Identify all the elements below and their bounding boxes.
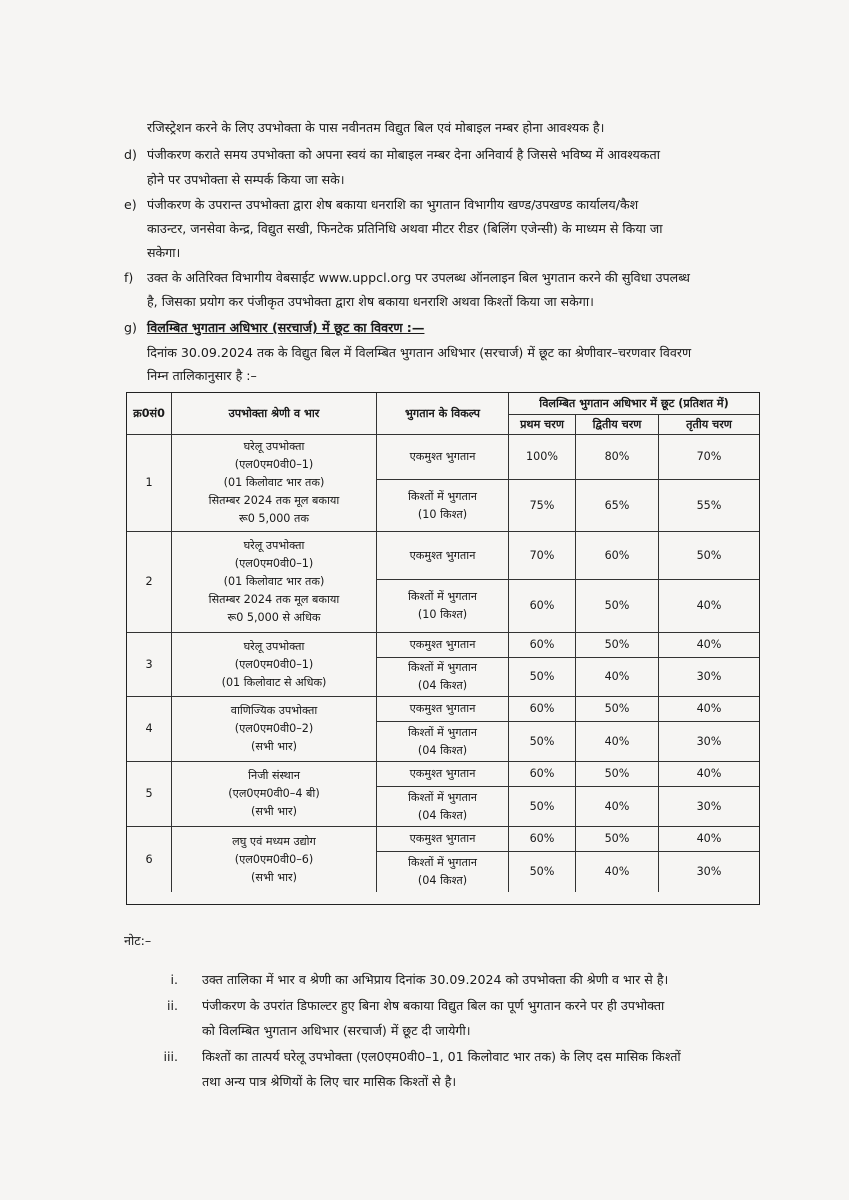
row-phase-2-value: 40% (576, 787, 659, 827)
item-e-line-2: काउन्टर, जनसेवा केन्द्र, विद्युत सखी, फिनटेक प्रतिनिधि अथवा मीटर रीडर (बिलिंग एजेन्सी) के माध्यम से किया जा (147, 221, 663, 236)
note-i-marker: i. (170, 972, 178, 987)
row-phase-2-value: 65% (576, 480, 659, 532)
row-phase-1-value: 60% (509, 827, 576, 852)
row-payment-option: किश्तों में भुगतान (04 किश्त) (377, 787, 509, 827)
header-payment-option: भुगतान के विकल्प (377, 393, 509, 435)
row-phase-3-value: 30% (659, 658, 759, 697)
row-phase-3-value: 30% (696, 865, 722, 878)
row-phase-2-value: 50% (576, 697, 659, 722)
item-g-line-2: निम्न तालिकानुसार है :– (147, 368, 257, 383)
row-phase-1-value: 50% (509, 852, 576, 892)
row-phase-2-value: 60% (576, 532, 659, 580)
row-sno: 6 (127, 827, 172, 892)
note-ii-line-1: पंजीकरण के उपरांत डिफाल्टर हुए बिना शेष बकाया विद्युत बिल का पूर्ण भुगतान करने पर ही उपभोक्ता (202, 998, 665, 1013)
row-sno: 1 (127, 435, 172, 532)
item-e-marker: e) (124, 197, 137, 212)
row-category: घरेलू उपभोक्ता (एल0एम0वी0–1) (01 किलोवाट भार तक) सितम्बर 2024 तक मूल बकाया रू0 5,000 तक (172, 435, 377, 532)
header-phase-2: द्वितीय चरण (576, 415, 659, 435)
row-category: घरेलू उपभोक्ता (एल0एम0वी0–1) (01 किलोवाट से अधिक) (172, 633, 377, 697)
row-phase-3-value: 30% (659, 787, 759, 827)
row-payment-option: किश्तों में भुगतान (10 किश्त) (377, 580, 509, 633)
row-phase-2-value: 40% (576, 658, 659, 697)
row-phase-3-value: 40% (659, 633, 759, 658)
row-phase-1-value: 50% (509, 787, 576, 827)
row-phase-3-value: 40% (659, 762, 759, 787)
row-payment-option: किश्तों में भुगतान (10 किश्त) (377, 480, 509, 532)
row-phase-2-value: 50% (576, 580, 659, 633)
header-category: उपभोक्ता श्रेणी व भार (172, 393, 377, 435)
header-sno: क्र0सं0 (127, 393, 172, 435)
item-d-line-1: पंजीकरण कराते समय उपभोक्ता को अपना स्वयं का मोबाइल नम्बर देना अनिवार्य है जिससे भविष्य में आवश्यकता (147, 147, 660, 162)
row-phase-3-value: 50% (659, 532, 759, 580)
row-sno: 4 (127, 697, 172, 762)
item-e-line-1: पंजीकरण के उपरान्त उपभोक्ता द्वारा शेष बकाया धनराशि का भुगतान विभागीय खण्ड/उपखण्ड कार्यालय/कैश (147, 197, 639, 212)
row-phase-2-value: 50% (576, 633, 659, 658)
row-payment-option: किश्तों में भुगतान (04 किश्त) (377, 852, 509, 892)
row-payment-option: किश्तों में भुगतान (04 किश्त) (377, 722, 509, 762)
row-phase-3-value: 40% (659, 697, 759, 722)
row-payment-option: एकमुश्त भुगतान (377, 697, 509, 722)
row-phase-1-value: 70% (509, 532, 576, 580)
row-category: घरेलू उपभोक्ता (एल0एम0वी0–1) (01 किलोवाट भार तक) सितम्बर 2024 तक मूल बकाया रू0 5,000 से अधिक (172, 532, 377, 633)
row-phase-3-value: 30% (659, 722, 759, 762)
row-category: निजी संस्थान (एल0एम0वी0–4 बी) (सभी भार) (172, 762, 377, 827)
item-f-line-1: उक्त के अतिरिक्त विभागीय वेबसाईट www.uppcl.org पर उपलब्ध ऑनलाइन बिल भुगतान करने की सुविधा उपलब्ध (147, 270, 690, 285)
row-payment-option: एकमुश्त भुगतान (377, 532, 509, 580)
row-phase-1-value: 60% (509, 580, 576, 633)
row-phase-1-value: 50% (509, 658, 576, 697)
note-ii-marker: ii. (166, 998, 178, 1013)
row-phase-3-value: 55% (659, 480, 759, 532)
row-phase-2-value: 40% (576, 852, 659, 892)
notes-heading: नोट:– (124, 933, 152, 948)
row-phase-2-value: 40% (576, 722, 659, 762)
row-phase-3-value: 40% (659, 827, 759, 852)
note-i-line-1: उक्त तालिका में भार व श्रेणी का अभिप्राय दिनांक 30.09.2024 को उपभोक्ता की श्रेणी व भार से है। (202, 972, 669, 987)
continuation-text: रजिस्ट्रेशन करने के लिए उपभोक्ता के पास नवीनतम विद्युत बिल एवं मोबाइल नम्बर होना आवश्यक है। (147, 120, 605, 135)
header-rebate-group: विलम्बित भुगतान अधिभार में छूट (प्रतिशत में) (509, 393, 759, 415)
row-sno: 5 (127, 762, 172, 827)
item-d-line-2: होने पर उपभोक्ता से सम्पर्क किया जा सके। (147, 172, 345, 187)
row-phase-1-value: 60% (509, 762, 576, 787)
item-f-line-2: है, जिसका प्रयोग कर पंजीकृत उपभोक्ता द्वारा शेष बकाया धनराशि अथवा किश्तों किया जा सकेगा। (147, 294, 594, 309)
section-heading-surcharge-rebate: विलम्बित भुगतान अधिभार (सरचार्ज) में छूट का विवरण :— (147, 320, 425, 335)
row-sno: 2 (127, 532, 172, 633)
row-sno: 3 (127, 633, 172, 697)
item-f-marker: f) (124, 270, 134, 285)
row-phase-2-value: 50% (576, 762, 659, 787)
row-phase-2-value: 80% (576, 435, 659, 480)
row-phase-1-value: 100% (509, 435, 576, 480)
row-phase-1-value: 50% (509, 722, 576, 762)
item-d-marker: d) (124, 147, 137, 162)
note-iii-line-1: किश्तों का तात्पर्य घरेलू उपभोक्ता (एल0एम0वी0–1, 01 किलोवाट भार तक) के लिए दस मासिक किश्तों (202, 1049, 681, 1064)
item-e-line-3: सकेगा। (147, 245, 181, 260)
row-phase-3-value: 40% (659, 580, 759, 633)
row-payment-option: एकमुश्त भुगतान (377, 633, 509, 658)
row-phase-2-value: 50% (576, 827, 659, 852)
rebate-table (126, 392, 760, 905)
row-payment-option: एकमुश्त भुगतान (377, 827, 509, 852)
item-g-line-1: दिनांक 30.09.2024 तक के विद्युत बिल में विलम्बित भुगतान अधिभार (सरचार्ज) में छूट का श्रेणीवार–चरणवार विवरण (147, 345, 692, 360)
row-phase-3-value: 70% (659, 435, 759, 480)
row-category: लघु एवं मध्यम उद्योग (एल0एम0वी0–6) (सभी भार) (172, 827, 377, 892)
header-phase-1: प्रथम चरण (509, 415, 576, 435)
item-g-marker: g) (124, 320, 137, 335)
row-category: वाणिज्यिक उपभोक्ता (एल0एम0वी0–2) (सभी भार) (172, 697, 377, 762)
row-phase-1-value: 60% (509, 633, 576, 658)
note-iii-line-2: तथा अन्य पात्र श्रेणियों के लिए चार मासिक किश्तों से है। (202, 1074, 457, 1089)
header-phase-3: तृतीय चरण (659, 415, 759, 435)
row-payment-option: एकमुश्त भुगतान (377, 435, 509, 480)
note-ii-line-2: को विलम्बित भुगतान अधिभार (सरचार्ज) में छूट दी जायेगी। (202, 1023, 471, 1038)
row-payment-option: किश्तों में भुगतान (04 किश्त) (377, 658, 509, 697)
row-phase-1-value: 60% (509, 697, 576, 722)
note-iii-marker: iii. (163, 1049, 178, 1064)
row-phase-1-value: 75% (509, 480, 576, 532)
row-payment-option: एकमुश्त भुगतान (377, 762, 509, 787)
